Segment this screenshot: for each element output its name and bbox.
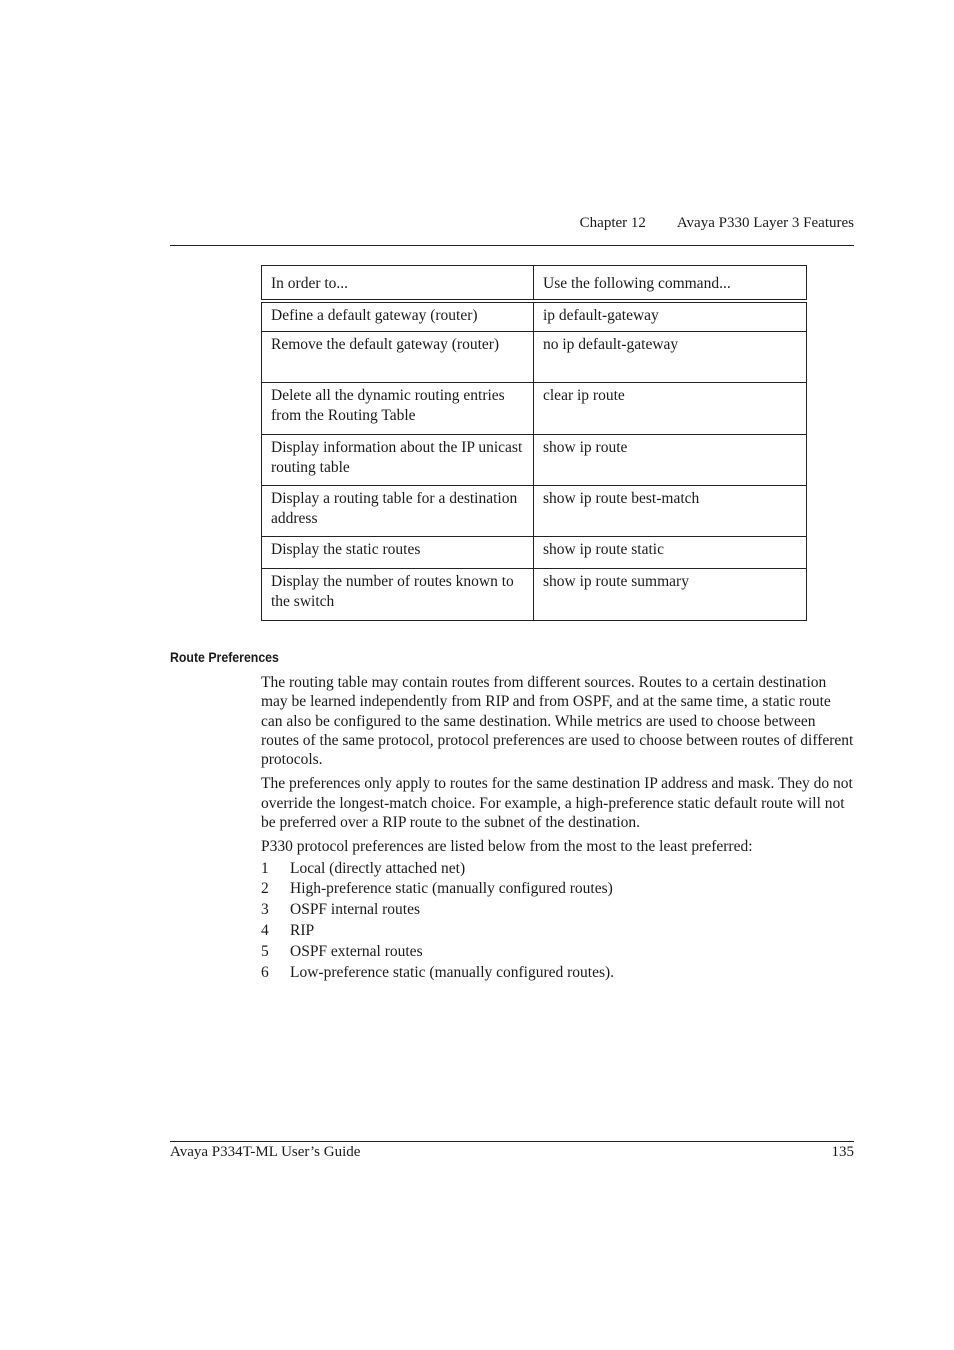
footer-rule (170, 1141, 854, 1142)
table-cell-purpose: Display information about the IP unicast routing table (262, 435, 534, 486)
page-header (580, 215, 854, 232)
table-header-cell: In order to... (262, 266, 534, 301)
list-item (261, 921, 856, 942)
table-cell-purpose: Display a routing table for a destination address (262, 486, 534, 537)
table-cell-command: clear ip route (534, 383, 807, 435)
list-text: RIP (290, 922, 315, 940)
table-header-row (262, 266, 807, 301)
list-number: 4 (261, 922, 269, 940)
list-number: 2 (261, 880, 269, 898)
list-number: 1 (261, 859, 269, 877)
preference-list (261, 859, 856, 984)
list-number: 3 (261, 901, 269, 919)
table-row (262, 486, 807, 537)
list-number: 5 (261, 942, 269, 960)
list-text: OSPF external routes (290, 942, 423, 960)
table-cell-purpose: Define a default gateway (router) (262, 301, 534, 332)
table-cell-purpose: Remove the default gateway (router) (262, 332, 534, 383)
table-cell-command: no ip default-gateway (534, 332, 807, 383)
list-item (261, 879, 856, 900)
list-item (261, 963, 856, 984)
table-cell-command: ip default-gateway (534, 301, 807, 332)
list-number: 6 (261, 963, 269, 981)
table-cell-command: show ip route best-match (534, 486, 807, 537)
footer-guide-title: Avaya P334T-ML User’s Guide (170, 1144, 361, 1160)
list-item (261, 942, 856, 963)
chapter-title: Avaya P330 Layer 3 Features (676, 215, 854, 231)
table-cell-purpose: Delete all the dynamic routing entries from the Routing Table (262, 383, 534, 435)
table-row (262, 569, 807, 621)
table-row (262, 383, 807, 435)
section-heading: Route Preferences (170, 649, 279, 665)
table-header-cell: Use the following command... (534, 266, 807, 301)
paragraph: The routing table may contain routes from different sources. Routes to a certain destination may be learned independently from RIP and from OSPF, and at the same time, a static route can also be configured to the same destination. While metrics are used to choose between routes of the same protocol, protocol preferences are used to choose between routes of different protocols. (261, 674, 854, 769)
list-item (261, 859, 856, 880)
table-row (262, 332, 807, 383)
paragraph: The preferences only apply to routes for the same destination IP address and mask. They do not override the longest-match choice. For example, a high-preference static default route will not be preferred over a RIP route to the subnet of the destination. (261, 775, 853, 832)
table-cell-command: show ip route summary (534, 569, 807, 621)
header-rule (170, 245, 854, 246)
section-body (261, 673, 856, 983)
list-text: Local (directly attached net) (290, 859, 466, 877)
list-text: OSPF internal routes (290, 901, 421, 919)
page-number: 135 (831, 1144, 854, 1160)
chapter-label: Chapter 12 (579, 215, 646, 231)
list-item (261, 900, 856, 921)
list-text: Low-preference static (manually configured routes). (290, 963, 615, 981)
table-row (262, 301, 807, 332)
command-table (261, 265, 807, 621)
table-cell-command: show ip route static (534, 537, 807, 569)
list-text: High-preference static (manually configured routes) (290, 880, 613, 898)
table-cell-purpose: Display the number of routes known to the switch (262, 569, 534, 621)
table-row (262, 435, 807, 486)
table-row (262, 537, 807, 569)
paragraph: P330 protocol preferences are listed below from the most to the least preferred: (261, 838, 753, 856)
table-cell-purpose: Display the static routes (262, 537, 534, 569)
table-cell-command: show ip route (534, 435, 807, 486)
